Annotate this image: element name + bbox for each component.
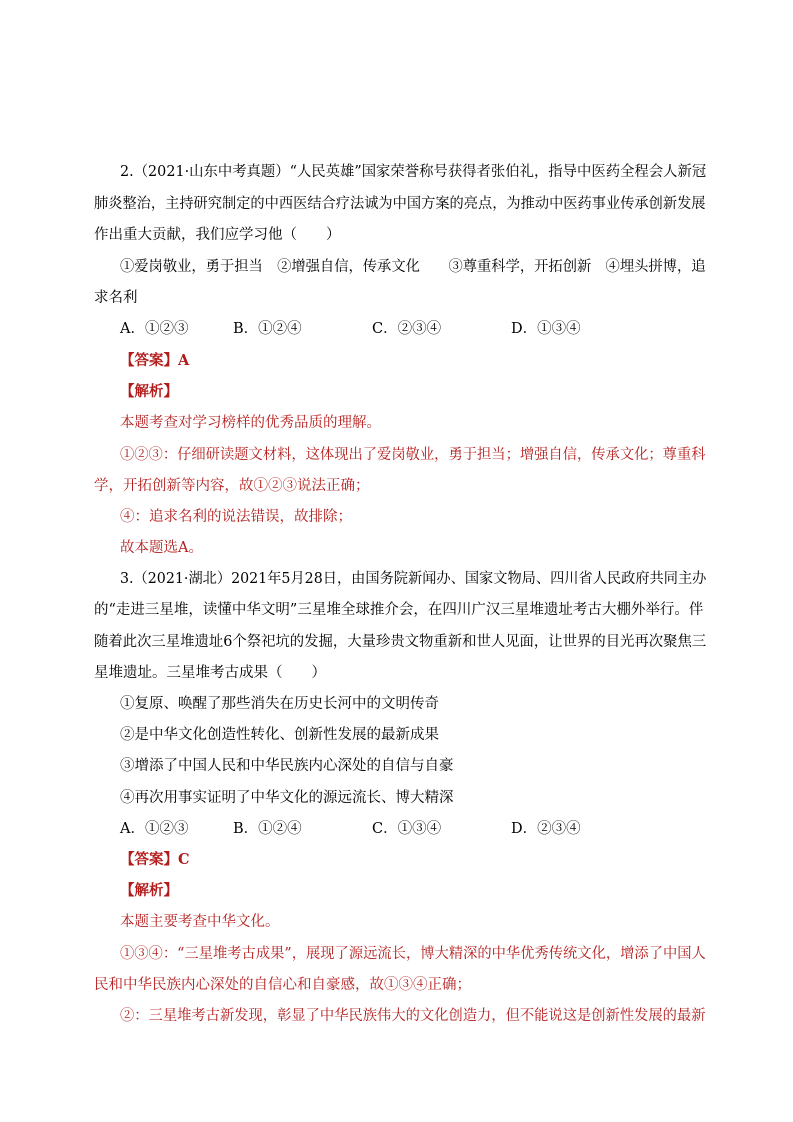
q3-stem-line-1: 3.（2021·湖北）2021年5月28日，由国务院新闻办、国家文物局、四川省人民政府共同主办 [120,571,707,587]
q2-analysis-line-5: 故本题选A。 [120,540,203,556]
q2-analysis-line-3: 学，开拓创新等内容，故①②③说法正确； [94,478,370,494]
q2-stem-line-2: 肺炎整治，主持研究制定的中西医结合疗法诚为中国方案的亮点，为推动中医药事业传承创新发展 [94,196,706,212]
q3-statement-3: ③增添了中国人民和中华民族内心深处的自信与自豪 [120,758,454,774]
q3-option-d: D．②③④ [511,821,581,837]
q2-statements-line-2: 求名利 [94,290,138,306]
q2-option-a: A．①②③ [120,321,189,337]
q3-option-c: C．①③④ [372,821,442,837]
q2-stem-line-1: 2.（2021·山东中考真题）“人民英雄”国家荣誉称号获得者张伯礼，指导中医药全程会人新冠 [120,164,707,180]
q2-analysis-line-1: 本题考查对学习榜样的优秀品质的理解。 [120,415,381,431]
q2-answer: 【答案】A [120,352,190,369]
q2-option-b: B．①②④ [233,321,302,337]
q2-statements-line-1: ①爱岗敬业，勇于担当 ②增强自信，传承文化 ③尊重科学，开拓创新 ④埋头拼博，追 [120,259,706,275]
q3-answer: 【答案】C [120,851,190,868]
q2-option-d: D．①③④ [511,321,581,337]
q3-stem-line-2: 的“走进三星堆，读懂中华文明”三星堆全球推介会，在四川广汉三星堆遗址考古大棚外举行。伴 [94,602,704,618]
q3-analysis-label: 【解析】 [120,882,178,899]
q3-statement-2: ②是中华文化创造性转化、创新性发展的最新成果 [120,727,439,743]
q2-analysis-label: 【解析】 [120,383,178,400]
q2-analysis-line-4: ④：追求名利的说法错误，故排除； [120,509,352,525]
q3-option-b: B．①②④ [233,821,302,837]
q3-analysis-line-2: ①③④：“三星堆考古成果”，展现了源远流长，博大精深的中华优秀传统文化，增添了中国人 [120,946,706,962]
q3-analysis-line-1: 本题主要考查中华文化。 [120,914,280,930]
q2-stem-line-3: 作出重大贡献，我们应学习他（ ） [94,227,341,243]
q3-stem-line-3: 随着此次三星堆遗址6个祭祀坑的发掘，大量珍贵文物重新和世人见面，让世界的目光再次聚焦三 [94,634,707,650]
q3-statement-1: ①复原、唤醒了那些消失在历史长河中的文明传奇 [120,696,439,712]
q3-analysis-line-3: 民和中华民族内心深处的自信心和自豪感，故①③④正确； [94,977,471,993]
q3-analysis-line-4: ②：三星堆考古新发现，彰显了中华民族伟大的文化创造力，但不能说这是创新性发展的最新 [120,1008,706,1024]
q3-option-a: A．①②③ [120,821,189,837]
q3-stem-line-4: 星堆遗址。三星堆考古成果（ ） [94,665,326,681]
q3-statement-4: ④再次用事实证明了中华文化的源远流长、博大精深 [120,790,454,806]
q2-analysis-line-2: ①②③：仔细研读题文材料，这体现出了爱岗敬业，勇于担当；增强自信，传承文化；尊重科 [120,447,706,463]
q2-option-c: C．②③④ [372,321,442,337]
